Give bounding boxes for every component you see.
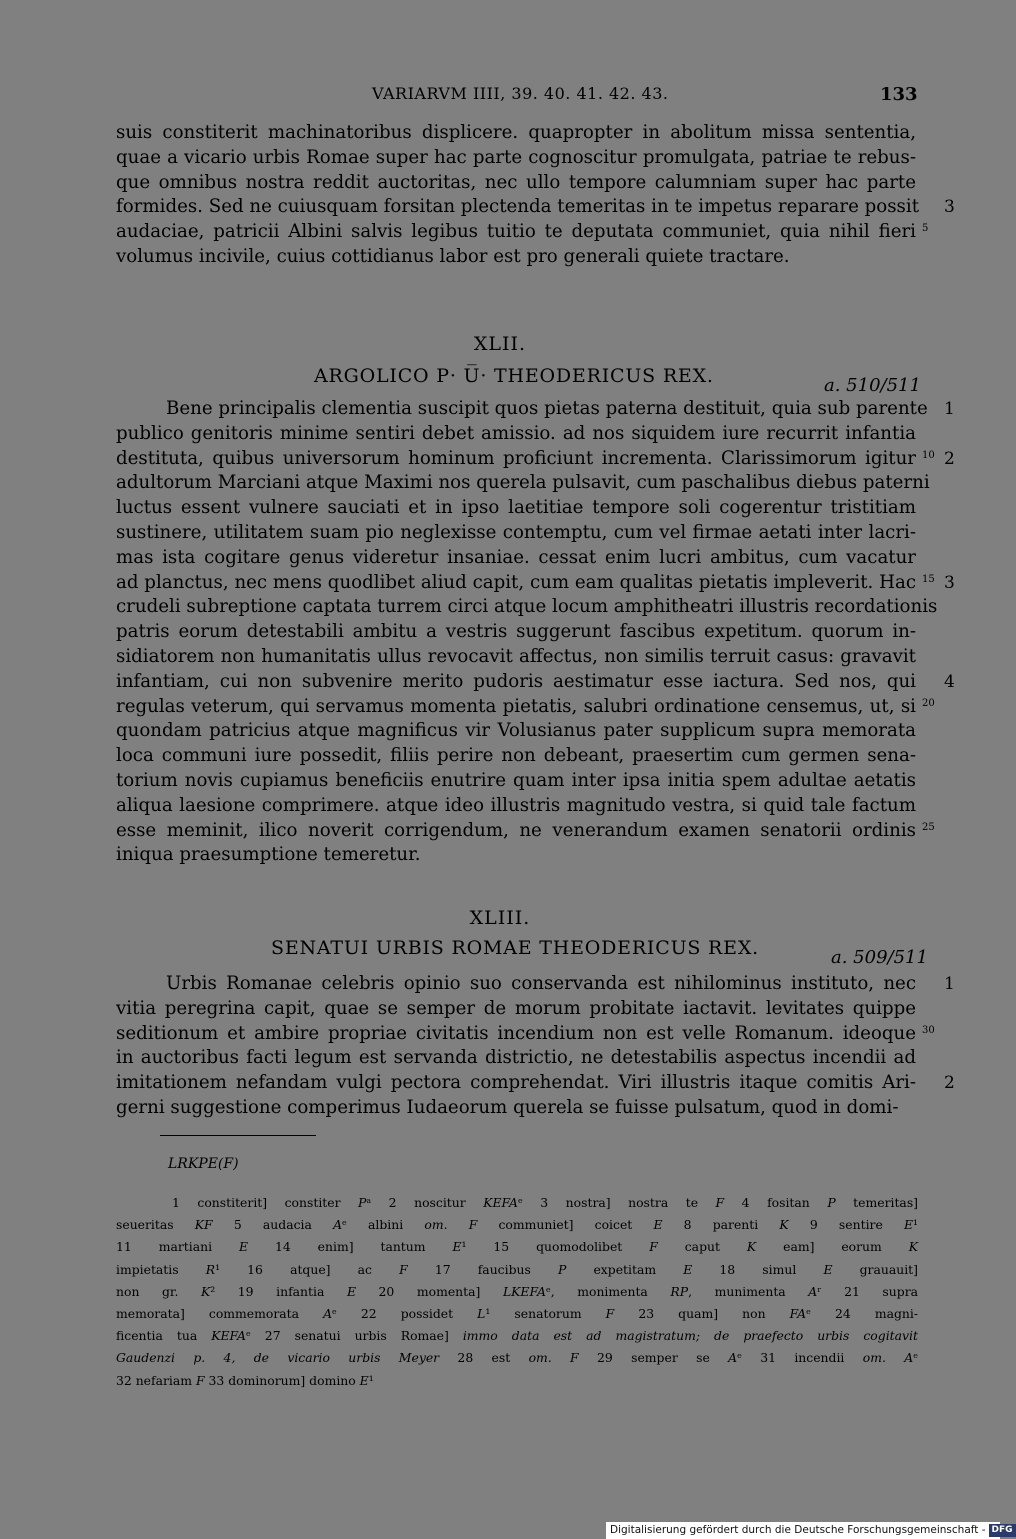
- text-line: [116, 220, 929, 245]
- line-text: formides. Sed ne cuiusquam forsitan plectenda temeritas in te impetus reparare possit: [116, 196, 920, 218]
- line-text: quondam patricius atque magnificus vir Volusianus pater supplicum supra memorata: [116, 720, 916, 742]
- line-number: 30: [922, 1024, 935, 1036]
- text-line: [116, 769, 916, 794]
- dfg-logo-icon: DFG: [989, 1524, 1016, 1537]
- line-text: volumus incivile, cuius cottidianus labor est pro generali quiete tractare.: [116, 245, 790, 267]
- text-line: [116, 171, 916, 196]
- letter-43-text: [116, 972, 955, 1121]
- line-text: in auctoribus facti legum est servanda districtio, ne detestabilis aspectus incendii ad: [116, 1047, 916, 1069]
- footer-text: Digitalisierung gefördert durch die Deutsche Forschungsgemeinschaft -: [610, 1524, 986, 1536]
- line-number: 25: [922, 821, 935, 833]
- text-line: [116, 819, 935, 844]
- manuscript-sigla: LRKPE(F): [168, 1156, 239, 1172]
- text-line: [116, 744, 916, 769]
- section-number: 1: [944, 974, 955, 994]
- line-text: esse meminit, ilico noverit corrigendum, ne venerandum examen senatorii ordinis: [116, 819, 916, 841]
- line-text: regulas veterum, qui servamus momenta pietatis, salubri ordinatione censemus, ut, si: [116, 695, 916, 717]
- text-line: [116, 794, 916, 819]
- line-text: destituta, quibus universorum hominum proficiunt incrementa. Clarissimorum igitur: [116, 447, 916, 469]
- line-text: suis constiterit machinatoribus displicere. quapropter in abolitum missa sententia,: [116, 122, 916, 143]
- text-line: [116, 620, 916, 645]
- letter-43-address: SENATUI URBIS ROMAE THEODERICUS REX.: [271, 937, 759, 959]
- page-number: 133: [880, 84, 918, 105]
- letter-42-number: XLII.: [473, 333, 527, 355]
- line-text: sustinere, utilitatem suam pio neglexisse contemptu, cum vel firmae aetati inter lacri-: [116, 521, 916, 543]
- line-text: que omnibus nostra reddit auctoritas, nec ullo tempore calumniam super hac parte: [116, 171, 916, 193]
- text-line: [116, 997, 916, 1022]
- text-line: [116, 1022, 935, 1047]
- line-text: luctus essent vulnere sauciati et in ipso laetitiae tempore soli cogerentur tristitiam: [116, 497, 916, 519]
- section-number: 3: [944, 572, 955, 593]
- line-text: crudeli subreptione captata turrem circi atque locum amphitheatri illustris recordationis: [116, 596, 938, 618]
- text-line: [116, 595, 938, 620]
- line-number: 5: [922, 223, 929, 235]
- text-line: [116, 496, 916, 521]
- text-line: [116, 670, 955, 695]
- line-text: imitationem nefandam vulgi pectora comprehendat. Viri illustris itaque comitis Ari-: [116, 1072, 916, 1094]
- text-line: [116, 1096, 916, 1121]
- line-text: Urbis Romanae celebris opinio suo conservanda est nihilominus instituto, nec: [166, 973, 916, 994]
- section-number: 2: [944, 448, 955, 469]
- text-line: [116, 972, 955, 997]
- line-text: gerni suggestione comperimus Iudaeorum querela se fuisse pulsatum, quod in domi-: [116, 1096, 899, 1118]
- running-title: VARIARVM IIII, 39. 40. 41. 42. 43.: [372, 84, 669, 103]
- digitization-footer: [606, 1522, 1013, 1539]
- critical-apparatus: [116, 1192, 918, 1392]
- text-line: [116, 121, 916, 146]
- line-text: patris eorum detestabili ambitu a vestris suggerunt fascibus expetitum. quorum in-: [116, 621, 916, 643]
- line-text: vitia peregrina capit, quae se semper de morum probitate iactavit. levitates quippe: [116, 997, 916, 1019]
- text-line: [116, 422, 916, 447]
- line-text: adultorum Marciani atque Maximi nos querela pulsavit, cum paschalibus diebus paterni: [116, 472, 930, 494]
- text-line: [116, 195, 955, 220]
- line-text: mas ista cogitare genus videretur insaniae. cessat enim lucri ambitus, cum vacatur: [116, 546, 916, 568]
- text-line: [116, 1071, 955, 1096]
- line-number: 20: [922, 697, 935, 709]
- section-number: 4: [944, 671, 955, 692]
- letter-42-date: a. 510/511: [824, 375, 921, 396]
- footnote-rule: [160, 1135, 316, 1136]
- text-line: [116, 1046, 916, 1071]
- text-line: [116, 397, 955, 422]
- apparatus-line: impietatis R¹ 16 atque] ac F 17 faucibus P expetitam E 18 simul E grauauit]: [116, 1261, 918, 1277]
- line-text: seditionum et ambire propriae civitatis incendium non est velle Romanum. ideoque: [116, 1022, 916, 1044]
- line-text: ad planctus, nec mens quodlibet aliud capit, cum eam qualitas pietatis impleverit. Hac: [116, 571, 916, 593]
- line-text: infantiam, cui non subvenire merito pudoris aestimatur esse iactura. Sed nos, qui: [116, 670, 916, 692]
- section-number: 3: [944, 197, 955, 218]
- line-number: 10: [922, 449, 935, 461]
- text-line: [116, 546, 916, 571]
- line-text: torium novis cupiamus beneficiis enutrire quam inter ipsa initia spem adultae aetatis: [116, 769, 916, 791]
- text-line: [116, 146, 916, 171]
- letter-43-number: XLIII.: [469, 907, 531, 929]
- apparatus-line: memorata] commemorata Aᵉ 22 possidet L¹ senatorum F 23 quam] non FAᵉ 24 magni-: [116, 1305, 919, 1321]
- apparatus-line: Gaudenzi p. 4, de vicario urbis Meyer 28 est om. F 29 semper se Aᵉ 31 incendii om. Aᵉ: [116, 1350, 918, 1366]
- line-text: Bene principalis clementia suscipit quos pietas paterna destituit, quia sub parente: [166, 398, 928, 419]
- line-text: sidiatorem non humanitatis ullus revocavit affectus, non similis terruit casus: gravavit: [116, 645, 916, 667]
- text-line: [116, 695, 935, 720]
- line-number: 15: [922, 573, 935, 585]
- section-number: 1: [944, 399, 955, 419]
- text-line: [116, 447, 955, 472]
- line-text: publico genitoris minime sentiri debet amissio. ad nos siquidem iure recurrit infantia: [116, 422, 916, 444]
- line-text: iniqua praesumptione temeretur.: [116, 844, 421, 866]
- text-line: [116, 571, 955, 596]
- apparatus-line: seueritas KF 5 audacia Aᵉ albini om. F communiet] coicet E 8 parenti K 9 sentire E¹: [116, 1217, 918, 1233]
- text-line: [116, 245, 916, 270]
- text-line: [116, 843, 916, 868]
- line-text: audaciae, patricii Albini salvis legibus tuitio te deputata communiet, quia nihil fieri: [116, 221, 916, 243]
- apparatus-line: non gr. K² 19 infantia E 20 momenta] LKEFAᵉ, monimenta RP, munimenta Aʳ 21 supra: [116, 1283, 919, 1299]
- letter-42-text: [116, 397, 955, 868]
- text-line: [116, 645, 916, 670]
- apparatus-line: 32 nefariam F 33 dominorum] domino E¹: [116, 1372, 374, 1388]
- letter-42-address: ARGOLICO P· U̅· THEODERICUS REX.: [314, 365, 714, 387]
- apparatus-line: 11 martiani E 14 enim] tantum E¹ 15 quomodolibet F caput K eam] eorum K: [116, 1239, 918, 1255]
- section-number: 2: [944, 1073, 955, 1094]
- apparatus-line: ficentia tua KEFAᵉ 27 senatui urbis Romae] immo data est ad magistratum; de praefecto urbis cogitavit: [116, 1328, 918, 1344]
- text-line: [116, 471, 930, 496]
- line-text: loca communi iure possedit, filiis perire non debeant, praesertim cum germen sena-: [116, 745, 916, 767]
- text-line: [116, 521, 916, 546]
- continuation-text: [116, 121, 955, 270]
- line-text: quae a vicario urbis Romae super hac parte cognoscitur promulgata, patriae te rebus-: [116, 146, 916, 168]
- text-line: [116, 719, 916, 744]
- letter-43-date: a. 509/511: [831, 947, 928, 968]
- apparatus-line: 1 constiterit] constiter Pᵃ 2 noscitur KEFAᵉ 3 nostra] nostra te F 4 fositan P temeritas]: [172, 1195, 919, 1210]
- line-text: aliqua laesione comprimere. atque ideo illustris magnitudo vestra, si quid tale factum: [116, 794, 916, 816]
